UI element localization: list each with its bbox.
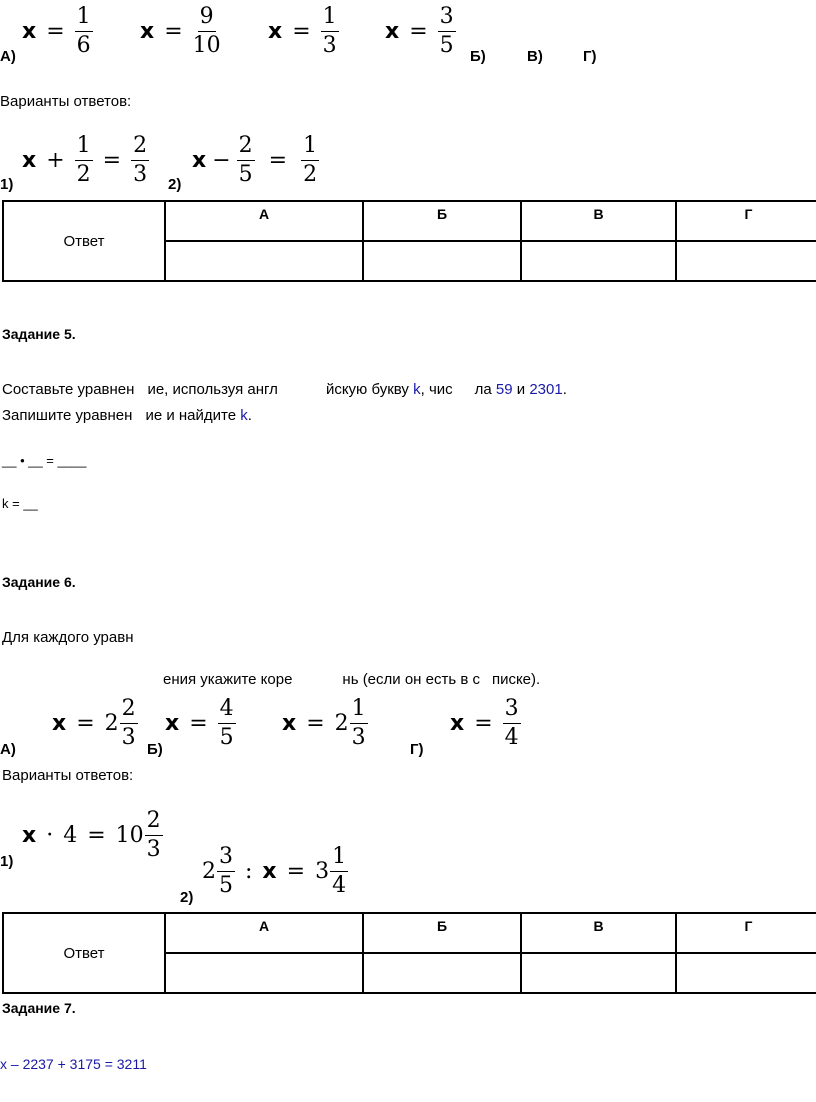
variants-label: Варианты ответов: xyxy=(0,93,132,110)
equation-1-label: 1) xyxy=(0,176,14,193)
header-a: А xyxy=(165,913,363,953)
letter-b: Б) xyxy=(470,48,486,65)
answer-cell-b[interactable] xyxy=(363,241,521,281)
task6-equation-1-label: 1) xyxy=(0,853,14,870)
header-v: В xyxy=(521,201,676,241)
fraction: $\frac{4}{5}$ xyxy=(219,696,234,750)
root-option-c: x = $\frac{1}{3}$ xyxy=(268,4,337,58)
task5-line1: Составьте уравнен ие, используя англ йскую букву k, чис ла 59 и 2301. xyxy=(2,381,567,398)
equation-2: x − $\frac{2}{5}$ = $\frac{1}{2}$ xyxy=(192,133,318,187)
mixed-number: 2 $\frac{3}{5}$ xyxy=(202,844,233,898)
answer-table-1 xyxy=(2,200,816,282)
fraction: $\frac{1}{6}$ xyxy=(76,4,91,58)
header-g: Г xyxy=(676,913,816,953)
mixed-number: 10 $\frac{2}{3}$ xyxy=(115,808,161,862)
equation-1: x + $\frac{1}{2}$ = $\frac{2}{3}$ xyxy=(22,133,148,187)
equals-sign: = xyxy=(46,19,65,44)
answer-cell-v[interactable] xyxy=(521,953,676,993)
task5-title: Задание 5. xyxy=(2,326,76,342)
header-a: А xyxy=(165,201,363,241)
answer-label: Ответ xyxy=(3,913,165,993)
root-option-b: x = $\frac{9}{10}$ xyxy=(140,4,221,58)
task6-equation-1: x · 4 = 10 $\frac{2}{3}$ xyxy=(22,808,161,862)
variable-x: x xyxy=(22,19,37,44)
answer-cell-g[interactable] xyxy=(676,241,816,281)
k-equation: k = __ xyxy=(2,496,38,511)
header-g: Г xyxy=(676,201,816,241)
mixed-number: 2 $\frac{2}{3}$ xyxy=(104,696,136,750)
task6-letter-b: Б) xyxy=(147,741,163,758)
fraction: $\frac{1}{2}$ xyxy=(76,133,91,187)
answer-label: Ответ xyxy=(3,201,165,281)
mixed-number: 3 $\frac{1}{4}$ xyxy=(315,844,347,898)
fraction: $\frac{2}{3}$ xyxy=(133,133,148,187)
task6-root-d: x = $\frac{3}{4}$ xyxy=(450,696,519,750)
task6-equation-2-label: 2) xyxy=(180,889,194,906)
letter-v: В) xyxy=(527,48,543,65)
header-b: Б xyxy=(363,201,521,241)
task6-root-c: x = 2 $\frac{1}{3}$ xyxy=(282,696,366,750)
task6-variants-label: Варианты ответов: xyxy=(2,767,134,784)
answer-table-2 xyxy=(2,912,816,994)
answer-cell-b[interactable] xyxy=(363,953,521,993)
fraction: $\frac{3}{4}$ xyxy=(504,696,519,750)
task6-line2: ения укажите коре нь (если он есть в с писке). xyxy=(163,671,541,688)
task7-equation: x – 2237 + 3175 = 3211 xyxy=(0,1056,147,1072)
fraction: $\frac{2}{5}$ xyxy=(238,133,253,187)
answer-cell-a[interactable] xyxy=(165,241,363,281)
fraction: $\frac{1}{3}$ xyxy=(322,4,337,58)
task5-line2: Запишите уравнен ие и найдите k. xyxy=(2,407,252,424)
root-option-a xyxy=(22,6,93,57)
answer-cell-v[interactable] xyxy=(521,241,676,281)
fraction: $\frac{3}{5}$ xyxy=(439,4,454,58)
task6-letter-g: Г) xyxy=(410,741,424,758)
letter-g: Г) xyxy=(583,48,597,65)
task6-line1: Для каждого уравн xyxy=(2,629,134,646)
header-b: Б xyxy=(363,913,521,953)
task6-letter-a: А) xyxy=(0,741,16,758)
letter-a: А) xyxy=(0,48,16,65)
root-option-d: x = $\frac{3}{5}$ xyxy=(385,4,454,58)
header-v: В xyxy=(521,913,676,953)
answer-cell-a[interactable] xyxy=(165,953,363,993)
fraction: $\frac{1}{2}$ xyxy=(303,133,318,187)
task7-title: Задание 7. xyxy=(2,1000,76,1016)
mixed-number: 2 $\frac{1}{3}$ xyxy=(334,696,366,750)
answer-cell-g[interactable] xyxy=(676,953,816,993)
equation-2-label: 2) xyxy=(168,176,182,193)
task6-root-a: x = 2 $\frac{2}{3}$ xyxy=(52,696,136,750)
fraction: $\frac{9}{10}$ xyxy=(192,4,221,58)
blank-equation: __ • __ = ____ xyxy=(2,453,87,468)
task6-title: Задание 6. xyxy=(2,574,76,590)
task6-root-b: x = $\frac{4}{5}$ xyxy=(165,696,234,750)
task6-equation-2: 2 $\frac{3}{5}$ : x = 3 $\frac{1}{4}$ xyxy=(202,844,347,898)
